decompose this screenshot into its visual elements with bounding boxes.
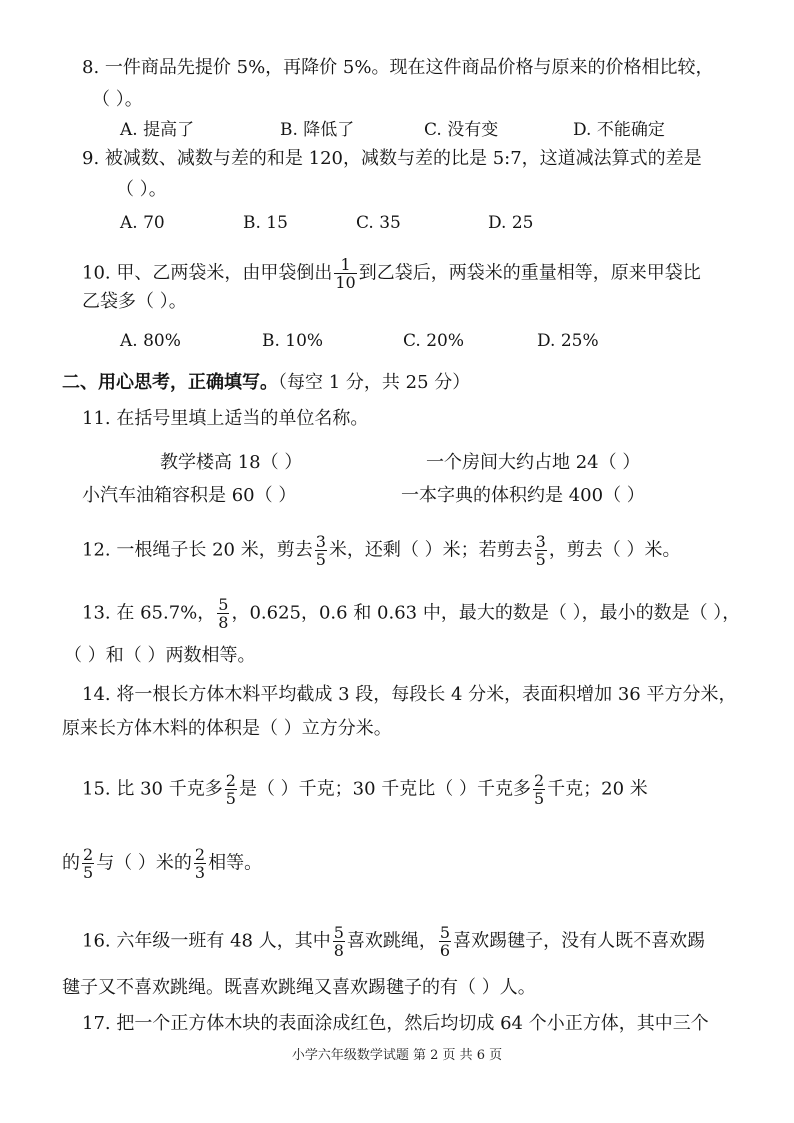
q16-stem-line1 (82, 924, 705, 959)
q9-option-b: B. 15 (243, 213, 288, 233)
q16-fraction-2 (439, 924, 451, 959)
q15-text-6: 相等。 (208, 852, 263, 874)
q15-stem-line1 (82, 772, 648, 807)
q10-fraction-denominator: 10 (335, 273, 356, 292)
q10-stem-line2: 乙袋多（ ）。 (82, 291, 187, 312)
q9-stem-line2: （ ）。 (116, 179, 167, 200)
q15-fraction-1-numerator: 2 (225, 771, 236, 790)
q15-text-1: 15. 比 30 千克多 (82, 778, 223, 800)
q15-fraction-1-denominator: 5 (225, 789, 236, 808)
q13-stem-line1 (82, 596, 740, 631)
q13-text-1: 13. 在 65.7%， (82, 602, 216, 624)
section-2-title: 二、用心思考，正确填写。 (62, 372, 278, 393)
q9-stem-line1: 9. 被减数、减数与差的和是 120，减数与差的比是 5:7，这道减法算式的差是 (82, 148, 702, 169)
q16-text-3: 喜欢踢毽子，没有人既不喜欢踢 (453, 930, 706, 952)
q15-text-3: 千克；20 米 (547, 778, 648, 800)
q13-fraction-numerator: 5 (218, 595, 229, 614)
section-2-header (62, 371, 470, 395)
q10-option-c: C. 20% (403, 331, 464, 351)
q15-fraction-4-denominator: 3 (194, 863, 206, 882)
q9-option-c: C. 35 (356, 213, 401, 233)
q16-fraction-1-denominator: 8 (333, 941, 344, 960)
q15-fraction-2-numerator: 2 (533, 771, 545, 790)
q16-text-2: 喜欢跳绳， (346, 930, 437, 952)
q8-stem-line2: （ ）。 (92, 89, 143, 110)
q15-fraction-3 (82, 846, 94, 881)
q11-item-c: 小汽车油箱容积是 60（ ） (82, 485, 297, 506)
q15-fraction-3-numerator: 2 (83, 845, 94, 864)
q15-stem-line2 (62, 846, 262, 881)
q16-fraction-1 (333, 924, 345, 959)
q12-text-1: 12. 一根绳子长 20 米，剪去 (82, 539, 313, 561)
q13-fraction-denominator: 8 (218, 613, 229, 632)
q10-text-pre: 10. 甲、乙两袋米，由甲袋倒出 (82, 262, 333, 284)
q10-option-a: A. 80% (120, 331, 181, 351)
q15-fraction-2 (533, 772, 545, 807)
q10-stem-line1 (82, 256, 701, 291)
q10-option-d: D. 25% (537, 331, 599, 351)
section-2-scoring-note: （每空 1 分，共 25 分） (278, 372, 471, 393)
q12-fraction-2 (535, 533, 547, 568)
q10-option-b: B. 10% (262, 331, 324, 351)
q16-fraction-2-numerator: 5 (439, 923, 451, 942)
q15-text-2: 是（ ）千克；30 千克比（ ）千克多 (238, 778, 531, 800)
q16-fraction-1-numerator: 5 (333, 923, 344, 942)
q12-fraction-1 (315, 533, 327, 568)
q8-option-d: D. 不能确定 (573, 120, 665, 140)
q11-stem: 11. 在括号里填上适当的单位名称。 (82, 408, 369, 429)
page-footer: 小学六年级数学试题 第 2 页 共 6 页 (291, 1048, 503, 1063)
q11-item-a: 教学楼高 18（ ） (160, 452, 303, 473)
q12-fraction-1-numerator: 3 (315, 532, 326, 551)
q15-fraction-1 (225, 772, 237, 807)
q15-text-4: 的 (62, 852, 80, 874)
q16-stem-line2: 毽子又不喜欢跳绳。既喜欢跳绳又喜欢踢毽子的有（ ）人。 (62, 977, 536, 998)
q9-option-a: A. 70 (120, 213, 165, 233)
q10-text-post: 到乙袋后，两袋米的重量相等，原来甲袋比 (358, 262, 701, 284)
q9-option-d: D. 25 (488, 213, 534, 233)
q15-fraction-4-numerator: 2 (194, 845, 206, 864)
q10-fraction (334, 256, 356, 291)
q12-fraction-2-numerator: 3 (535, 532, 546, 551)
q10-fraction-numerator: 1 (340, 255, 351, 274)
q12-stem (82, 533, 681, 568)
q17-stem-line1: 17. 把一个正方体木块的表面涂成红色，然后均切成 64 个小正方体，其中三个 (82, 1013, 709, 1034)
q8-option-a: A. 提高了 (120, 120, 195, 140)
q16-fraction-2-denominator: 6 (439, 941, 451, 960)
q12-text-2: 米，还剩（ ）米；若剪去 (328, 539, 533, 561)
q15-fraction-3-denominator: 5 (83, 863, 94, 882)
q12-fraction-1-denominator: 5 (315, 550, 326, 569)
q16-text-1: 16. 六年级一班有 48 人，其中 (82, 930, 331, 952)
q13-fraction (217, 596, 229, 631)
q12-text-3: ，剪去（ ）米。 (548, 539, 681, 561)
q8-stem-line1: 8. 一件商品先提价 5%，再降价 5%。现在这件商品价格与原来的价格相比较， (82, 57, 714, 78)
q8-option-c: C. 没有变 (424, 120, 499, 140)
q13-text-2: ，0.625，0.6 和 0.63 中，最大的数是（ ），最小的数是（ ）， (231, 602, 741, 624)
q15-text-5: 与（ ）米的 (96, 852, 192, 874)
q12-fraction-2-denominator: 5 (535, 550, 546, 569)
q15-fraction-4 (194, 846, 206, 881)
q14-stem-line2: 原来长方体木料的体积是（ ）立方分米。 (62, 718, 392, 739)
q8-option-b: B. 降低了 (280, 120, 355, 140)
q14-stem-line1: 14. 将一根长方体木料平均截成 3 段，每段长 4 分米，表面积增加 36 平方分米， (82, 684, 737, 705)
q15-fraction-2-denominator: 5 (533, 789, 545, 808)
q11-item-d: 一本字典的体积约是 400（ ） (401, 485, 645, 506)
q13-stem-line2: （ ）和（ ）两数相等。 (64, 645, 256, 666)
q11-item-b: 一个房间大约占地 24（ ） (426, 452, 641, 473)
